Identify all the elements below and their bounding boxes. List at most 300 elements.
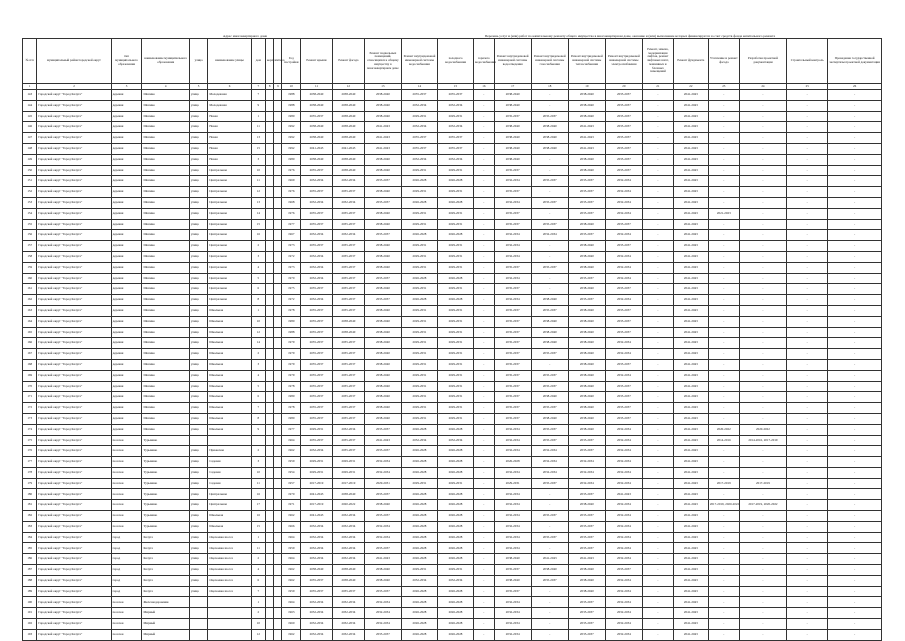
table-cell: 2032-2034	[332, 424, 364, 435]
table-cell: -	[708, 338, 739, 349]
table-cell: 2035-2037	[531, 176, 568, 187]
table-cell: 2032-2034	[605, 532, 642, 543]
table-cell: -	[828, 500, 882, 511]
table-cell: Школьная	[208, 392, 251, 403]
column-header: улица	[189, 39, 208, 84]
table-cell: 173	[23, 413, 37, 424]
table-cell: -	[708, 143, 739, 154]
table-cell: -	[708, 532, 739, 543]
table-cell: 2035-2037	[301, 349, 333, 360]
table-cell: деревня	[111, 403, 142, 414]
table-cell	[274, 381, 282, 392]
table-cell: улица	[189, 392, 208, 403]
table-cell: 163	[23, 305, 37, 316]
table-cell: -	[531, 154, 568, 165]
table-cell: -	[474, 392, 495, 403]
table-cell: -	[474, 187, 495, 198]
table-cell: Городской округ "Город Калуга"	[37, 597, 111, 608]
table-cell: Шопино	[142, 176, 189, 187]
table-cell: 152	[23, 187, 37, 198]
table-row	[23, 403, 882, 414]
table-cell: 2038-2040	[494, 554, 531, 565]
table-cell: 2041-2043	[364, 143, 401, 154]
table-cell: -	[828, 111, 882, 122]
table-cell: 1980	[282, 413, 301, 424]
table-cell: -	[708, 187, 739, 198]
column-header: Ремонт крыши	[301, 39, 333, 84]
table-cell: 2038-2040	[364, 370, 401, 381]
table-cell: 2032-2034	[494, 543, 531, 554]
table-cell: 2032-2034	[494, 619, 531, 630]
table-cell: 2029-2031	[401, 349, 437, 360]
table-cell: -	[787, 446, 828, 457]
table-cell: -	[642, 478, 673, 489]
table-cell: 2035-2037	[605, 392, 642, 403]
table-cell: 2017-2019	[708, 478, 739, 489]
table-cell: 2038-2040	[568, 403, 605, 414]
table-cell: деревня	[111, 381, 142, 392]
table-cell: -	[787, 143, 828, 154]
table-cell: 2038-2040	[301, 565, 333, 576]
table-cell: 2032-2034	[605, 370, 642, 381]
table-cell: 2029-2031	[437, 251, 473, 262]
table-cell: Центральная	[208, 295, 251, 306]
table-cell: 2035-2037	[332, 219, 364, 230]
table-cell	[274, 565, 282, 576]
table-cell: -	[739, 111, 786, 122]
table-cell: Шопино	[142, 208, 189, 219]
table-cell: 1962	[282, 446, 301, 457]
table-cell	[266, 403, 274, 414]
table-cell: -	[642, 392, 673, 403]
table-cell	[274, 608, 282, 619]
table-cell: 2032-2034	[494, 273, 531, 284]
column-header: наименование муниципального образования	[142, 39, 189, 84]
table-cell: -	[787, 511, 828, 522]
table-cell: -	[474, 143, 495, 154]
table-cell: 175	[23, 435, 37, 446]
table-cell: 2035-2037	[605, 219, 642, 230]
table-row	[23, 608, 882, 619]
table-cell: -	[474, 100, 495, 111]
table-cell: -	[708, 90, 739, 101]
table-cell: улица	[189, 489, 208, 500]
table-cell: Городской округ "Город Калуга"	[37, 349, 111, 360]
table-cell: -	[787, 176, 828, 187]
table-cell: 2035-2037	[568, 435, 605, 446]
column-header: Ремонт внутридомовой инженерной системы теплоснабжения	[568, 39, 605, 84]
table-cell: -	[739, 251, 786, 262]
table-cell: 2035-2037	[494, 316, 531, 327]
table-cell: 2035-2037	[494, 392, 531, 403]
address-group-title: Адрес многоквартирного дома	[222, 34, 268, 38]
table-cell: 2029-2031	[332, 457, 364, 468]
table-cell: 2035-2037	[364, 511, 401, 522]
table-cell: 2026-2028	[437, 295, 473, 306]
table-cell: -	[787, 327, 828, 338]
table-cell: Городской округ "Город Калуга"	[37, 316, 111, 327]
table-cell: 2026-2028	[437, 176, 473, 187]
table-cell: -	[531, 500, 568, 511]
table-cell: Шопино	[142, 359, 189, 370]
table-cell: Городской округ "Город Калуга"	[37, 446, 111, 457]
table-cell: Центральная	[208, 165, 251, 176]
table-cell: -	[739, 122, 786, 133]
table-cell: 2038-2040	[364, 219, 401, 230]
table-cell: Шопино	[142, 122, 189, 133]
table-cell: 2032-2034	[494, 500, 531, 511]
table-cell: Школьная	[208, 349, 251, 360]
table-cell: 2029-2031	[437, 349, 473, 360]
table-cell: 2032-2034	[437, 154, 473, 165]
table-cell: 1970	[282, 273, 301, 284]
table-cell: 188	[23, 575, 37, 586]
table-cell: Шопино	[142, 100, 189, 111]
table-cell: 1959	[282, 586, 301, 597]
table-cell: 2038-2040	[531, 122, 568, 133]
table-cell: 2041-2043	[673, 565, 708, 576]
table-cell: деревня	[111, 359, 142, 370]
table-row	[23, 446, 882, 457]
column-header: Утепление и ремонт фасада	[708, 39, 739, 84]
table-cell: город	[111, 565, 142, 576]
table-cell: 1969	[282, 176, 301, 187]
table-cell: 2041-2043	[673, 554, 708, 565]
table-cell: 2041-2043	[673, 478, 708, 489]
table-cell: улица	[189, 532, 208, 543]
table-cell: -	[708, 273, 739, 284]
table-cell: 2038-2040	[531, 338, 568, 349]
table-cell: -	[828, 370, 882, 381]
table-row	[23, 392, 882, 403]
table-cell: 2032-2034	[605, 349, 642, 360]
table-cell: 1	[251, 597, 265, 608]
table-cell: 2038-2040	[494, 100, 531, 111]
table-cell	[266, 284, 274, 295]
table-cell: -	[642, 305, 673, 316]
table-cell: 1971	[282, 500, 301, 511]
table-cell: 2035-2037	[332, 435, 364, 446]
table-cell: 2038-2040	[332, 565, 364, 576]
table-cell: Шопино	[142, 262, 189, 273]
table-cell	[266, 597, 274, 608]
table-cell: 2026-2028	[437, 619, 473, 630]
table-cell: Центральная	[208, 241, 251, 252]
table-cell: -	[474, 381, 495, 392]
table-cell: -	[474, 457, 495, 468]
table-cell: 2029-2031	[401, 219, 437, 230]
table-cell	[274, 305, 282, 316]
table-cell: 2038-2040	[364, 565, 401, 576]
table-cell: 2038-2040	[568, 586, 605, 597]
table-cell: 2038-2040	[364, 500, 401, 511]
table-cell: 1962	[282, 511, 301, 522]
table-cell: 2026-2028	[437, 273, 473, 284]
table-cell: 2035-2037	[568, 273, 605, 284]
table-cell: Центральная	[208, 262, 251, 273]
table-cell	[266, 122, 274, 133]
table-cell: 1992	[282, 143, 301, 154]
table-cell: -	[828, 208, 882, 219]
table-cell	[266, 370, 274, 381]
table-cell: 170	[23, 381, 37, 392]
table-cell: 2032-2034	[364, 597, 401, 608]
table-cell: -	[531, 273, 568, 284]
table-cell: 2026-2028	[401, 543, 437, 554]
table-cell: -	[474, 500, 495, 511]
table-cell: Шопино	[142, 133, 189, 144]
table-cell	[266, 251, 274, 262]
table-cell: 15	[251, 143, 265, 154]
table-cell: 2038-2040	[332, 122, 364, 133]
table-cell: 2032-2034	[605, 586, 642, 597]
table-cell: Шопино	[142, 251, 189, 262]
table-cell	[189, 619, 208, 630]
table-cell: 1963	[282, 608, 301, 619]
table-cell: -	[531, 241, 568, 252]
table-cell: -	[708, 619, 739, 630]
table-cell: 2038-2040	[364, 154, 401, 165]
table-cell	[266, 500, 274, 511]
table-cell: -	[474, 478, 495, 489]
table-cell: -	[787, 413, 828, 424]
table-cell: Школьная	[208, 327, 251, 338]
table-row	[23, 435, 882, 446]
table-cell: -	[828, 230, 882, 241]
table-cell: -	[642, 586, 673, 597]
table-cell: поселок	[111, 597, 142, 608]
table-cell: -	[642, 511, 673, 522]
table-cell: 2038-2040	[332, 111, 364, 122]
table-cell: -	[531, 90, 568, 101]
table-cell: 3	[251, 457, 265, 468]
table-cell: 2035-2037	[494, 403, 531, 414]
column-number: 6	[208, 84, 251, 90]
table-cell: Шопино	[142, 241, 189, 252]
table-cell: 2038-2040	[364, 381, 401, 392]
table-cell: 2029-2031	[401, 305, 437, 316]
table-cell: деревня	[111, 90, 142, 101]
table-cell: -	[828, 619, 882, 630]
table-cell: -	[708, 565, 739, 576]
table-cell: -	[828, 489, 882, 500]
table-cell: 2038-2040	[568, 219, 605, 230]
table-cell: -	[708, 575, 739, 586]
table-cell: 2038-2040	[568, 381, 605, 392]
table-cell: Городской округ "Город Калуга"	[37, 143, 111, 154]
table-cell: деревня	[111, 349, 142, 360]
table-cell: 2041-2043	[364, 133, 401, 144]
table-cell: улица	[189, 133, 208, 144]
table-cell: 2038-2040	[568, 500, 605, 511]
table-cell: 1992	[282, 133, 301, 144]
table-cell: 2032-2034	[364, 619, 401, 630]
table-cell: Городской округ "Город Калуга"	[37, 251, 111, 262]
table-cell	[274, 273, 282, 284]
table-cell: -	[787, 338, 828, 349]
table-cell: 2041-2043	[673, 133, 708, 144]
table-row	[23, 90, 882, 101]
table-cell: 8	[251, 413, 265, 424]
table-cell	[274, 586, 282, 597]
table-cell: 2035-2037	[531, 219, 568, 230]
table-cell: 2035-2037	[494, 586, 531, 597]
table-cell: 168	[23, 359, 37, 370]
table-cell: 171	[23, 392, 37, 403]
table-cell: 2041-2043	[673, 629, 708, 640]
table-cell: 4	[251, 370, 265, 381]
table-cell: -	[474, 554, 495, 565]
table-cell: Шопино	[142, 111, 189, 122]
table-cell: -	[474, 111, 495, 122]
table-cell: -	[642, 176, 673, 187]
table-cell	[208, 619, 251, 630]
column-header: Проведение государственной экспертизы проектной документации	[828, 39, 882, 84]
table-cell: -	[708, 608, 739, 619]
table-cell: 2032-2034	[301, 597, 333, 608]
table-cell: Школьная	[208, 305, 251, 316]
table-cell: улица	[189, 230, 208, 241]
table-cell: -	[787, 554, 828, 565]
table-cell: 1976	[282, 187, 301, 198]
table-row	[23, 349, 882, 360]
table-cell: Шопино	[142, 197, 189, 208]
table-row	[23, 295, 882, 306]
table-cell: -	[474, 565, 495, 576]
table-cell: Мирный	[142, 629, 189, 640]
table-cell: 1976	[282, 208, 301, 219]
table-row	[23, 100, 882, 111]
table-cell: 2041-2043	[673, 532, 708, 543]
table-cell: -	[828, 467, 882, 478]
table-cell: 157	[23, 241, 37, 252]
table-cell	[266, 543, 274, 554]
column-number: 13	[364, 84, 401, 90]
table-cell: 2032-2034	[494, 241, 531, 252]
table-cell: 193	[23, 629, 37, 640]
table-cell: 2035-2037	[301, 241, 333, 252]
table-cell: 13	[251, 133, 265, 144]
column-number: 15	[437, 84, 473, 90]
table-cell: 2026-2028	[437, 629, 473, 640]
table-cell: 2038-2040	[531, 413, 568, 424]
table-cell: 2041-2043	[673, 597, 708, 608]
table-cell: 2035-2037	[568, 511, 605, 522]
table-cell: 2035-2037	[301, 111, 333, 122]
table-cell: 2041-2043	[673, 500, 708, 511]
table-cell: 2032-2034	[332, 197, 364, 208]
table-cell: -	[828, 424, 882, 435]
table-cell: -	[474, 521, 495, 532]
table-cell	[274, 251, 282, 262]
table-cell: -	[787, 273, 828, 284]
table-cell: -	[828, 446, 882, 457]
table-cell: 2032-2034	[605, 478, 642, 489]
table-cell: 2026-2028	[437, 554, 473, 565]
table-cell: 2032-2034	[531, 457, 568, 468]
table-cell: Городской округ "Город Калуга"	[37, 230, 111, 241]
table-cell: -	[642, 338, 673, 349]
table-cell: 2035-2037	[531, 435, 568, 446]
table-cell: 2017-2019	[332, 478, 364, 489]
table-cell: -	[474, 489, 495, 500]
table-cell: -	[708, 543, 739, 554]
table-cell: 2041-2043	[301, 489, 333, 500]
table-cell: улица	[189, 403, 208, 414]
table-cell: 2041-2043	[673, 619, 708, 630]
table-cell	[266, 608, 274, 619]
table-cell: 2035-2037	[364, 295, 401, 306]
table-cell: 2020-2022	[708, 424, 739, 435]
table-cell: 2038-2040	[531, 316, 568, 327]
table-cell: 1	[251, 111, 265, 122]
table-cell: 2035-2037	[494, 381, 531, 392]
table-cell: 2035-2037	[364, 629, 401, 640]
table-cell: 1976	[282, 165, 301, 176]
table-cell: 1962	[282, 575, 301, 586]
table-cell: улица	[189, 143, 208, 154]
table-cell: 2038-2040	[364, 284, 401, 295]
table-cell: 2032-2034	[401, 154, 437, 165]
table-cell: 2026-2028	[401, 489, 437, 500]
table-cell: 2035-2037	[568, 619, 605, 630]
table-cell: 2029-2031	[437, 565, 473, 576]
table-cell: -	[708, 327, 739, 338]
table-cell: 2035-2037	[494, 349, 531, 360]
table-cell: -	[708, 359, 739, 370]
table-cell: Турынино	[142, 467, 189, 478]
column-number: 26	[828, 84, 882, 90]
table-cell: 2041-2043	[605, 489, 642, 500]
table-cell: 2038-2040	[364, 262, 401, 273]
table-cell	[266, 629, 274, 640]
table-cell: 2029-2031	[437, 381, 473, 392]
table-cell: 2038-2040	[364, 575, 401, 586]
table-cell: -	[708, 165, 739, 176]
table-cell: 2035-2037	[494, 187, 531, 198]
table-cell: Городской округ "Город Калуга"	[37, 532, 111, 543]
table-cell: улица	[189, 467, 208, 478]
table-cell: Центральная	[208, 230, 251, 241]
table-cell: -	[739, 176, 786, 187]
table-cell: 2026-2028	[401, 273, 437, 284]
table-cell: -	[531, 100, 568, 111]
table-cell: поселок	[111, 608, 142, 619]
table-cell: 2041-2043	[673, 489, 708, 500]
table-cell: 2029-2031	[401, 381, 437, 392]
table-cell: улица	[189, 457, 208, 468]
table-cell: улица	[189, 165, 208, 176]
table-cell: Шопино	[142, 284, 189, 295]
table-cell: 2026-2028	[437, 543, 473, 554]
table-cell: 162	[23, 295, 37, 306]
table-cell: 2035-2037	[332, 349, 364, 360]
table-cell	[266, 327, 274, 338]
table-cell: 2017-2019	[739, 478, 786, 489]
table-cell: 2026-2028	[401, 176, 437, 187]
table-cell: 1959	[282, 457, 301, 468]
table-cell	[266, 90, 274, 101]
table-cell: -	[708, 489, 739, 500]
table-cell: 2038-2040	[568, 241, 605, 252]
table-cell: -	[828, 100, 882, 111]
table-cell: 1978	[282, 305, 301, 316]
table-cell: деревня	[111, 251, 142, 262]
table-cell: 2026-2028	[401, 295, 437, 306]
table-cell: -	[739, 554, 786, 565]
table-cell: -	[787, 187, 828, 198]
table-cell: 2035-2037	[364, 273, 401, 284]
